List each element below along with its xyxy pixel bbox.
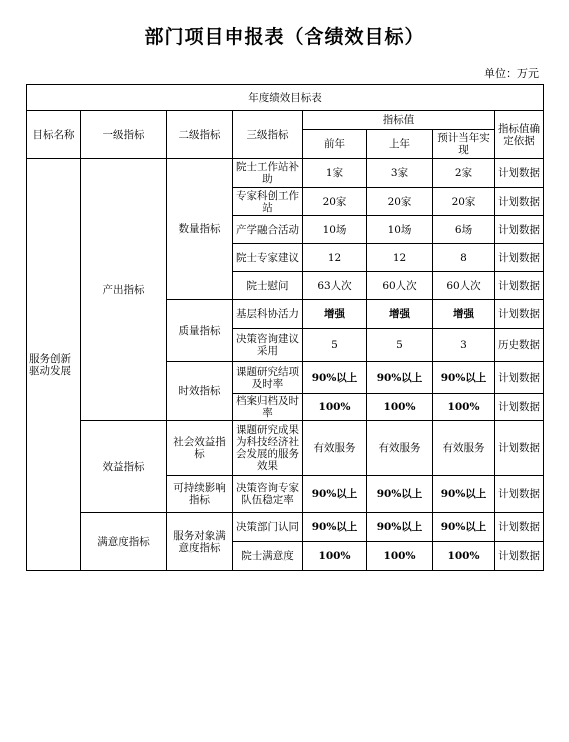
basis-cell: 计划数据 — [495, 216, 544, 244]
level3-name: 专家科创工作站 — [233, 188, 303, 216]
value-expected: 8 — [433, 244, 495, 272]
level3-name: 院士专家建议 — [233, 244, 303, 272]
value-expected: 2家 — [433, 159, 495, 188]
basis-cell: 计划数据 — [495, 159, 544, 188]
header-level1: 一级指标 — [81, 111, 167, 159]
level3-name: 院士慰问 — [233, 272, 303, 300]
table-caption: 年度绩效目标表 — [27, 85, 544, 111]
unit-label: 单位：万元 — [484, 67, 539, 80]
value-prev: 5 — [303, 329, 367, 362]
value-last: 20家 — [367, 188, 433, 216]
header-level2: 二级指标 — [167, 111, 233, 159]
value-prev: 100% — [303, 542, 367, 571]
value-last: 5 — [367, 329, 433, 362]
value-expected: 100% — [433, 542, 495, 571]
target-name-cell: 服务创新驱动发展 — [27, 159, 81, 571]
value-last: 60人次 — [367, 272, 433, 300]
level2-service-satisfaction: 服务对象满意度指标 — [167, 513, 233, 571]
level3-name: 产学融合活动 — [233, 216, 303, 244]
value-expected: 90%以上 — [433, 476, 495, 513]
value-prev: 10场 — [303, 216, 367, 244]
header-values: 指标值 — [303, 111, 495, 130]
basis-cell: 计划数据 — [495, 513, 544, 542]
value-expected: 有效服务 — [433, 421, 495, 476]
basis-cell: 计划数据 — [495, 421, 544, 476]
value-last: 100% — [367, 542, 433, 571]
value-prev: 63人次 — [303, 272, 367, 300]
header-prev: 前年 — [303, 130, 367, 159]
level3-name: 决策咨询专家队伍稳定率 — [233, 476, 303, 513]
value-last: 90%以上 — [367, 476, 433, 513]
value-expected: 90%以上 — [433, 513, 495, 542]
basis-cell: 计划数据 — [495, 476, 544, 513]
level3-name: 决策部门认同 — [233, 513, 303, 542]
value-prev: 有效服务 — [303, 421, 367, 476]
level1-satisfaction: 满意度指标 — [81, 513, 167, 571]
table-row — [27, 513, 544, 542]
level3-name: 课题研究成果为科技经济社会发展的服务效果 — [233, 421, 303, 476]
value-prev: 增强 — [303, 300, 367, 329]
value-expected: 3 — [433, 329, 495, 362]
basis-cell: 计划数据 — [495, 300, 544, 329]
level3-name: 决策咨询建议采用 — [233, 329, 303, 362]
header-basis: 指标值确定依据 — [495, 111, 544, 159]
value-expected: 增强 — [433, 300, 495, 329]
level1-benefit: 效益指标 — [81, 421, 167, 513]
value-expected: 90%以上 — [433, 362, 495, 394]
basis-cell: 计划数据 — [495, 272, 544, 300]
level3-name: 院士工作站补助 — [233, 159, 303, 188]
level2-sustainable: 可持续影响指标 — [167, 476, 233, 513]
performance-table — [26, 84, 544, 571]
value-last: 10场 — [367, 216, 433, 244]
value-prev: 90%以上 — [303, 362, 367, 394]
table-row — [27, 159, 544, 188]
basis-cell: 计划数据 — [495, 362, 544, 394]
level1-output: 产出指标 — [81, 159, 167, 421]
value-last: 3家 — [367, 159, 433, 188]
value-prev: 90%以上 — [303, 513, 367, 542]
level2-quantity: 数量指标 — [167, 159, 233, 300]
value-expected: 6场 — [433, 216, 495, 244]
value-prev: 1家 — [303, 159, 367, 188]
table-row — [27, 421, 544, 476]
page-title: 部门项目申报表（含绩效目标） — [144, 26, 425, 48]
basis-cell: 计划数据 — [495, 394, 544, 421]
value-prev: 12 — [303, 244, 367, 272]
basis-cell: 计划数据 — [495, 542, 544, 571]
level3-name: 基层科协活力 — [233, 300, 303, 329]
value-last: 12 — [367, 244, 433, 272]
value-prev: 100% — [303, 394, 367, 421]
header-level3: 三级指标 — [233, 111, 303, 159]
level3-name: 档案归档及时率 — [233, 394, 303, 421]
value-last: 增强 — [367, 300, 433, 329]
level2-quality: 质量指标 — [167, 300, 233, 362]
value-last: 100% — [367, 394, 433, 421]
value-expected: 20家 — [433, 188, 495, 216]
value-prev: 90%以上 — [303, 476, 367, 513]
header-last: 上年 — [367, 130, 433, 159]
value-last: 有效服务 — [367, 421, 433, 476]
value-expected: 100% — [433, 394, 495, 421]
level3-name: 课题研究结项及时率 — [233, 362, 303, 394]
value-expected: 60人次 — [433, 272, 495, 300]
value-prev: 20家 — [303, 188, 367, 216]
basis-cell: 计划数据 — [495, 244, 544, 272]
level3-name: 院士满意度 — [233, 542, 303, 571]
value-last: 90%以上 — [367, 513, 433, 542]
basis-cell: 历史数据 — [495, 329, 544, 362]
basis-cell: 计划数据 — [495, 188, 544, 216]
header-expected: 预计当年实现 — [433, 130, 495, 159]
header-target-name: 目标名称 — [27, 111, 81, 159]
value-last: 90%以上 — [367, 362, 433, 394]
level2-timeliness: 时效指标 — [167, 362, 233, 421]
level2-social-benefit: 社会效益指标 — [167, 421, 233, 476]
